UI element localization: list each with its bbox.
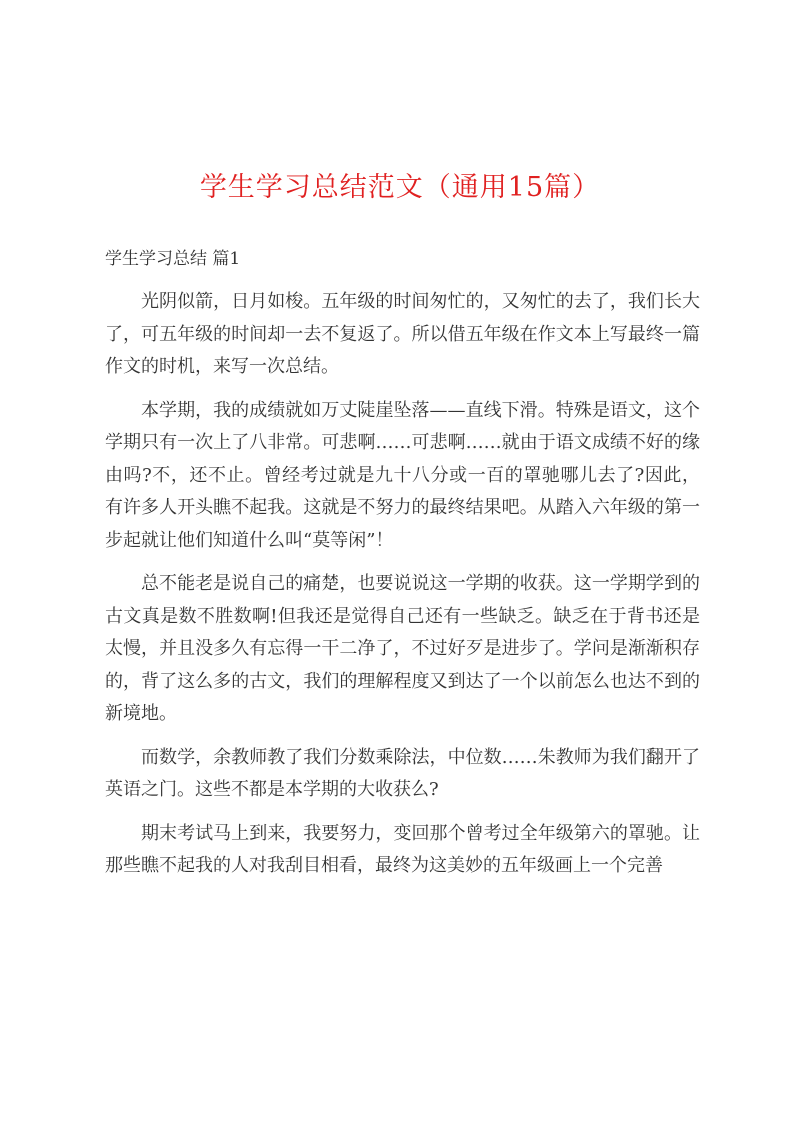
paragraph-4: 而数学，余教师教了我们分数乘除法，中位数……朱教师为我们翻开了英语之门。这些不都是本学期的大收获么? xyxy=(105,746,700,800)
document-body xyxy=(105,243,700,894)
paragraph-3: 总不能老是说自己的痛楚，也要说说这一学期的收获。这一学期学到的古文真是数不胜数啊!但我还是觉得自己还有一些缺乏。缺乏在于背书还是太慢，并且没多久有忘得一干二净了，不过好歹是进步了。学问是渐渐积存的，背了这么多的古文，我们的理解程度又到达了一个以前怎么也达不到的新境地。 xyxy=(105,573,700,724)
document-title: 学生学习总结范文（通用15篇） xyxy=(199,172,601,203)
paragraph-2: 本学期，我的成绩就如万丈陡崖坠落——直线下滑。特殊是语文，这个学期只有一次上了八非常。可悲啊……可悲啊……就由于语文成绩不好的缘由吗?不，还不止。曾经考过就是九十八分或一百的罩驰哪儿去了?因此，有许多人开头瞧不起我。这就是不努力的最终结果吧。从踏入六年级的第一步起就让他们知道什么叫“莫等闲”！ xyxy=(105,399,700,551)
paragraph-1: 光阴似箭，日月如梭。五年级的时间匆忙的，又匆忙的去了，我们长大了，可五年级的时间却一去不复返了。所以借五年级在作文本上写最终一篇作文的时机，来写一次总结。 xyxy=(105,291,700,377)
paragraph-5: 期末考试马上到来，我要努力，变回那个曾考过全年级第六的罩驰。让那些瞧不起我的人对我刮目相看，最终为这美妙的五年级画上一个完善 xyxy=(105,822,700,876)
section-heading: 学生学习总结 篇1 xyxy=(105,249,241,269)
